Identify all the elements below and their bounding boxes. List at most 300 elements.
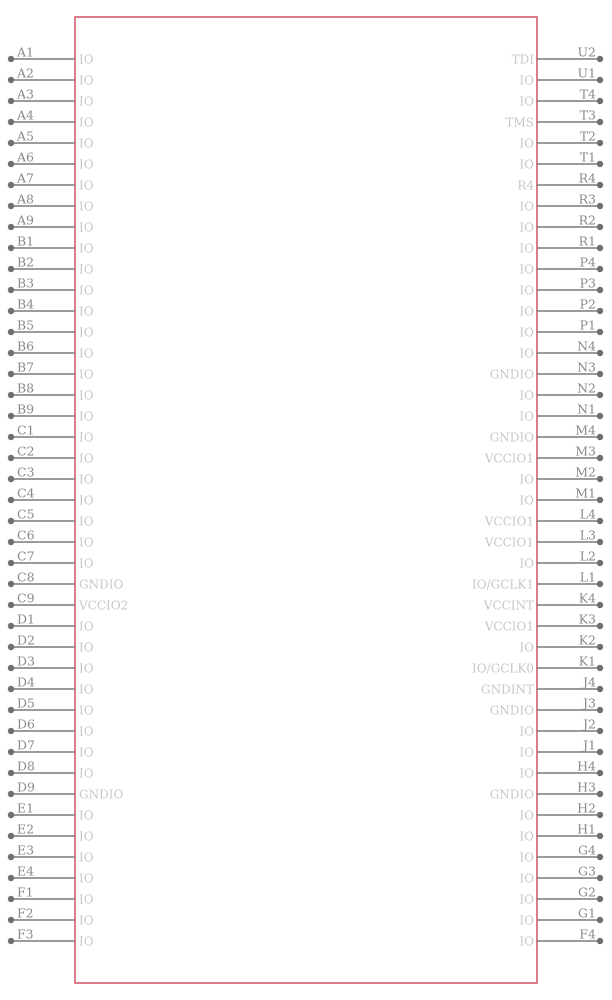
pin-number: N1: [577, 401, 596, 417]
pin-endpoint-dot: [8, 287, 14, 293]
pin-number: D2: [17, 632, 35, 648]
pin-name: IO: [79, 304, 94, 319]
pin-name: IO: [79, 934, 94, 949]
pin-n1: [519, 402, 603, 424]
pin-endpoint-dot: [597, 854, 603, 860]
pin-number: U1: [577, 65, 596, 81]
pin-name: IO: [79, 199, 94, 214]
pin-number: R1: [578, 233, 596, 249]
pin-number: U2: [577, 44, 596, 60]
pin-m1: [519, 486, 603, 508]
pin-name: IO: [79, 115, 94, 130]
pin-endpoint-dot: [597, 413, 603, 419]
pin-endpoint-dot: [597, 686, 603, 692]
pin-name: IO: [79, 388, 94, 403]
component-body: [75, 17, 537, 983]
pin-name: IO: [79, 661, 94, 676]
pin-number: D4: [17, 674, 35, 690]
pin-c3: [8, 465, 94, 487]
pin-g4: [519, 843, 603, 865]
pin-b6: [8, 339, 94, 361]
pin-number: G3: [578, 863, 596, 879]
pin-name: IO: [79, 682, 94, 697]
pin-name: IO: [79, 724, 94, 739]
pin-name: IO: [79, 703, 94, 718]
pin-number: K1: [578, 653, 596, 669]
pin-endpoint-dot: [8, 644, 14, 650]
pin-name: IO: [519, 241, 534, 256]
pin-c1: [8, 423, 94, 445]
pin-number: F1: [17, 884, 34, 900]
pin-endpoint-dot: [8, 329, 14, 335]
pin-name: VCCIO2: [79, 598, 129, 613]
pin-number: J4: [583, 674, 596, 690]
left-pin-group: [8, 45, 128, 949]
pin-name: IO: [79, 850, 94, 865]
pin-k4: [483, 591, 603, 613]
pin-number: N3: [577, 359, 596, 375]
pin-r2: [519, 213, 603, 235]
pin-number: J2: [583, 716, 596, 732]
pin-number: C6: [17, 527, 35, 543]
pin-d6: [8, 717, 94, 739]
pin-name: R4: [517, 178, 534, 193]
pin-endpoint-dot: [8, 161, 14, 167]
pin-name: IO: [519, 346, 534, 361]
pin-name: IO: [519, 304, 534, 319]
pin-endpoint-dot: [8, 140, 14, 146]
pin-name: IO: [79, 535, 94, 550]
pin-endpoint-dot: [8, 476, 14, 482]
pin-endpoint-dot: [597, 308, 603, 314]
pin-endpoint-dot: [8, 560, 14, 566]
pin-name: IO: [519, 409, 534, 424]
pin-endpoint-dot: [8, 917, 14, 923]
pin-c8: [8, 570, 124, 592]
pin-e3: [8, 843, 94, 865]
pin-h4: [519, 759, 603, 781]
pin-number: R4: [578, 170, 596, 186]
pin-endpoint-dot: [8, 266, 14, 272]
pin-number: E1: [17, 800, 35, 816]
pin-endpoint-dot: [8, 413, 14, 419]
pin-m4: [490, 423, 603, 445]
pin-endpoint-dot: [597, 497, 603, 503]
pin-endpoint-dot: [597, 455, 603, 461]
pin-endpoint-dot: [8, 812, 14, 818]
pin-number: D8: [17, 758, 35, 774]
pin-number: E2: [17, 821, 35, 837]
pin-number: F2: [17, 905, 34, 921]
pin-b4: [8, 297, 94, 319]
pin-name: IO: [79, 472, 94, 487]
pin-name: IO: [519, 829, 534, 844]
pin-endpoint-dot: [597, 329, 603, 335]
pin-number: C2: [17, 443, 35, 459]
pin-number: J3: [583, 695, 596, 711]
pin-endpoint-dot: [597, 896, 603, 902]
pin-number: P1: [579, 317, 596, 333]
pin-name: IO: [79, 367, 94, 382]
pin-b1: [8, 234, 94, 256]
pin-endpoint-dot: [597, 665, 603, 671]
pin-name: IO: [519, 472, 534, 487]
pin-endpoint-dot: [8, 182, 14, 188]
pin-endpoint-dot: [8, 602, 14, 608]
pin-f1: [8, 885, 94, 907]
pin-name: IO: [519, 262, 534, 277]
pin-name: IO: [79, 745, 94, 760]
pin-f3: [8, 927, 94, 949]
pin-name: IO: [79, 52, 94, 67]
pin-name: GNDINT: [481, 682, 534, 697]
pin-endpoint-dot: [597, 602, 603, 608]
pin-endpoint-dot: [597, 350, 603, 356]
pin-name: IO: [519, 220, 534, 235]
pin-number: B1: [17, 233, 35, 249]
pin-number: G1: [578, 905, 596, 921]
pin-number: R3: [578, 191, 596, 207]
pin-number: M4: [575, 422, 596, 438]
pin-number: A7: [17, 170, 34, 186]
pin-name: IO: [79, 178, 94, 193]
pin-number: E4: [17, 863, 35, 879]
pin-name: IO: [79, 283, 94, 298]
pin-c7: [8, 549, 94, 571]
pin-name: IO: [519, 724, 534, 739]
pin-endpoint-dot: [8, 854, 14, 860]
pin-number: B2: [17, 254, 35, 270]
pin-number: A1: [17, 44, 34, 60]
pin-number: A5: [17, 128, 34, 144]
pin-number: B3: [17, 275, 35, 291]
pin-endpoint-dot: [597, 434, 603, 440]
pin-name: IO: [519, 493, 534, 508]
pin-number: N4: [577, 338, 596, 354]
pin-endpoint-dot: [597, 119, 603, 125]
pin-n3: [490, 360, 603, 382]
pin-name: GNDIO: [489, 367, 534, 382]
pin-number: G4: [578, 842, 596, 858]
pin-name: IO: [79, 640, 94, 655]
pin-endpoint-dot: [597, 287, 603, 293]
pin-number: B6: [17, 338, 35, 354]
pin-number: A6: [17, 149, 34, 165]
pin-f4: [519, 927, 603, 949]
pin-endpoint-dot: [597, 77, 603, 83]
pin-number: T3: [579, 107, 596, 123]
pin-number: D6: [17, 716, 35, 732]
pin-name: IO: [519, 892, 534, 907]
pin-name: IO: [519, 640, 534, 655]
pin-a7: [8, 171, 94, 193]
pin-r1: [519, 234, 603, 256]
pin-name: IO: [79, 94, 94, 109]
pin-name: IO: [519, 94, 534, 109]
pin-endpoint-dot: [597, 224, 603, 230]
pin-d3: [8, 654, 94, 676]
pin-l4: [484, 507, 603, 529]
pin-a9: [8, 213, 94, 235]
pin-name: IO: [79, 409, 94, 424]
pin-endpoint-dot: [597, 749, 603, 755]
pin-endpoint-dot: [8, 455, 14, 461]
pin-endpoint-dot: [597, 203, 603, 209]
pin-number: A9: [17, 212, 34, 228]
pin-number: H1: [577, 821, 596, 837]
pin-b3: [8, 276, 94, 298]
pin-name: GNDIO: [489, 703, 534, 718]
pin-endpoint-dot: [8, 245, 14, 251]
pin-number: M3: [575, 443, 596, 459]
pin-endpoint-dot: [597, 140, 603, 146]
pin-number: H4: [577, 758, 596, 774]
pin-a4: [8, 108, 94, 130]
pin-name: IO: [79, 325, 94, 340]
pin-t3: [505, 108, 603, 130]
pin-endpoint-dot: [8, 203, 14, 209]
pin-endpoint-dot: [597, 560, 603, 566]
pin-number: F4: [579, 926, 596, 942]
pin-name: VCCIO1: [484, 514, 534, 529]
pin-number: L3: [579, 527, 596, 543]
pin-j1: [519, 738, 603, 760]
pin-name: IO: [519, 136, 534, 151]
pin-endpoint-dot: [8, 518, 14, 524]
pin-endpoint-dot: [8, 119, 14, 125]
pin-d1: [8, 612, 94, 634]
pin-c6: [8, 528, 94, 550]
pin-l3: [484, 528, 603, 550]
pin-number: P4: [579, 254, 596, 270]
pin-n2: [519, 381, 603, 403]
pin-number: C8: [17, 569, 35, 585]
pin-name: IO: [519, 808, 534, 823]
pin-g2: [519, 885, 603, 907]
pin-c2: [8, 444, 94, 466]
pin-a2: [8, 66, 94, 88]
pin-name: IO/GCLK1: [472, 577, 534, 592]
pin-d7: [8, 738, 94, 760]
pin-endpoint-dot: [8, 56, 14, 62]
pin-number: C1: [17, 422, 35, 438]
pin-number: J1: [583, 737, 596, 753]
pin-t2: [519, 129, 603, 151]
pin-name: IO: [519, 199, 534, 214]
pin-name: IO: [519, 325, 534, 340]
pin-endpoint-dot: [597, 917, 603, 923]
pin-name: IO: [79, 451, 94, 466]
pin-name: IO: [519, 913, 534, 928]
pin-number: K3: [578, 611, 596, 627]
pin-g3: [519, 864, 603, 886]
pin-endpoint-dot: [597, 476, 603, 482]
pin-name: IO: [79, 262, 94, 277]
pin-p3: [519, 276, 603, 298]
pin-endpoint-dot: [597, 392, 603, 398]
pin-e4: [8, 864, 94, 886]
pin-endpoint-dot: [597, 539, 603, 545]
pin-name: VCCIO1: [484, 451, 534, 466]
pin-number: C9: [17, 590, 35, 606]
pin-name: IO: [519, 556, 534, 571]
pin-number: K4: [578, 590, 596, 606]
pin-t4: [519, 87, 603, 109]
pin-number: L4: [579, 506, 596, 522]
pin-name: VCCINT: [483, 598, 534, 613]
pin-name: VCCIO1: [484, 535, 534, 550]
pin-endpoint-dot: [8, 665, 14, 671]
pin-r3: [519, 192, 603, 214]
pin-number: C5: [17, 506, 35, 522]
pin-name: IO: [519, 388, 534, 403]
pin-endpoint-dot: [8, 77, 14, 83]
pin-number: N2: [577, 380, 596, 396]
pin-name: IO: [519, 766, 534, 781]
pin-endpoint-dot: [597, 518, 603, 524]
pin-endpoint-dot: [597, 98, 603, 104]
pin-name: IO: [79, 241, 94, 256]
pin-u2: [512, 45, 604, 67]
pin-endpoint-dot: [8, 707, 14, 713]
pin-endpoint-dot: [8, 308, 14, 314]
pin-number: T1: [579, 149, 596, 165]
pin-name: IO/GCLK0: [472, 661, 534, 676]
pin-name: GNDIO: [489, 787, 534, 802]
pin-h3: [490, 780, 603, 802]
pin-d5: [8, 696, 94, 718]
pin-endpoint-dot: [8, 938, 14, 944]
pin-number: A2: [17, 65, 34, 81]
pin-endpoint-dot: [8, 392, 14, 398]
pin-name: IO: [519, 934, 534, 949]
pin-endpoint-dot: [597, 581, 603, 587]
pin-number: T2: [579, 128, 596, 144]
pin-name: TDI: [511, 52, 534, 67]
pin-number: P3: [579, 275, 596, 291]
pin-h2: [519, 801, 603, 823]
pin-name: IO: [519, 850, 534, 865]
pin-a5: [8, 129, 94, 151]
pin-number: A8: [17, 191, 34, 207]
pin-endpoint-dot: [8, 98, 14, 104]
pin-endpoint-dot: [8, 371, 14, 377]
pin-endpoint-dot: [8, 749, 14, 755]
pin-a3: [8, 87, 94, 109]
pin-number: B5: [17, 317, 35, 333]
pin-endpoint-dot: [8, 350, 14, 356]
pin-j2: [519, 717, 603, 739]
pin-d2: [8, 633, 94, 655]
pin-number: P2: [579, 296, 596, 312]
pin-name: IO: [519, 73, 534, 88]
pin-b9: [8, 402, 94, 424]
pin-endpoint-dot: [597, 161, 603, 167]
pin-number: C4: [17, 485, 35, 501]
pin-name: IO: [79, 871, 94, 886]
pin-number: D3: [17, 653, 35, 669]
pin-number: L2: [579, 548, 596, 564]
pin-name: IO: [79, 493, 94, 508]
pin-name: IO: [79, 556, 94, 571]
pin-name: IO: [79, 514, 94, 529]
pin-number: H3: [577, 779, 596, 795]
pin-c5: [8, 507, 94, 529]
pin-endpoint-dot: [8, 686, 14, 692]
pin-f2: [8, 906, 94, 928]
pin-number: C3: [17, 464, 35, 480]
pin-endpoint-dot: [597, 812, 603, 818]
pin-name: IO: [79, 619, 94, 634]
pin-name: IO: [519, 745, 534, 760]
pin-name: GNDIO: [79, 577, 124, 592]
pin-endpoint-dot: [597, 791, 603, 797]
pin-m2: [519, 465, 603, 487]
pin-k3: [484, 612, 603, 634]
pin-number: A3: [17, 86, 34, 102]
pin-name: IO: [79, 892, 94, 907]
pin-endpoint-dot: [8, 770, 14, 776]
pin-name: IO: [519, 871, 534, 886]
pin-d9: [8, 780, 124, 802]
pin-number: A4: [17, 107, 34, 123]
pin-endpoint-dot: [8, 896, 14, 902]
pin-j3: [490, 696, 603, 718]
pin-h1: [519, 822, 603, 844]
pin-b2: [8, 255, 94, 277]
pin-name: IO: [79, 766, 94, 781]
pin-endpoint-dot: [8, 728, 14, 734]
pin-number: K2: [578, 632, 596, 648]
pin-name: GNDIO: [489, 430, 534, 445]
pin-name: IO: [79, 430, 94, 445]
pin-m3: [484, 444, 603, 466]
pin-u1: [519, 66, 603, 88]
pin-endpoint-dot: [597, 938, 603, 944]
pin-endpoint-dot: [8, 497, 14, 503]
pin-name: TMS: [505, 115, 534, 130]
pin-number: M1: [575, 485, 596, 501]
pin-name: IO: [519, 157, 534, 172]
pin-number: D7: [17, 737, 35, 753]
pin-number: E3: [17, 842, 35, 858]
pin-endpoint-dot: [8, 791, 14, 797]
pin-name: IO: [79, 136, 94, 151]
pin-e2: [8, 822, 94, 844]
pin-b8: [8, 381, 94, 403]
pin-endpoint-dot: [597, 833, 603, 839]
pin-endpoint-dot: [597, 245, 603, 251]
pin-name: IO: [79, 157, 94, 172]
pin-name: IO: [79, 913, 94, 928]
pin-a8: [8, 192, 94, 214]
pin-name: IO: [79, 73, 94, 88]
pin-endpoint-dot: [8, 434, 14, 440]
pin-number: M2: [575, 464, 596, 480]
pin-p4: [519, 255, 603, 277]
pin-number: B8: [17, 380, 35, 396]
pin-endpoint-dot: [597, 266, 603, 272]
pin-n4: [519, 339, 603, 361]
pin-number: H2: [577, 800, 596, 816]
pin-p2: [519, 297, 603, 319]
pin-number: D9: [17, 779, 35, 795]
pin-number: B4: [17, 296, 35, 312]
pin-number: R2: [578, 212, 596, 228]
pin-number: D1: [17, 611, 35, 627]
pin-endpoint-dot: [597, 707, 603, 713]
pin-number: F3: [17, 926, 34, 942]
